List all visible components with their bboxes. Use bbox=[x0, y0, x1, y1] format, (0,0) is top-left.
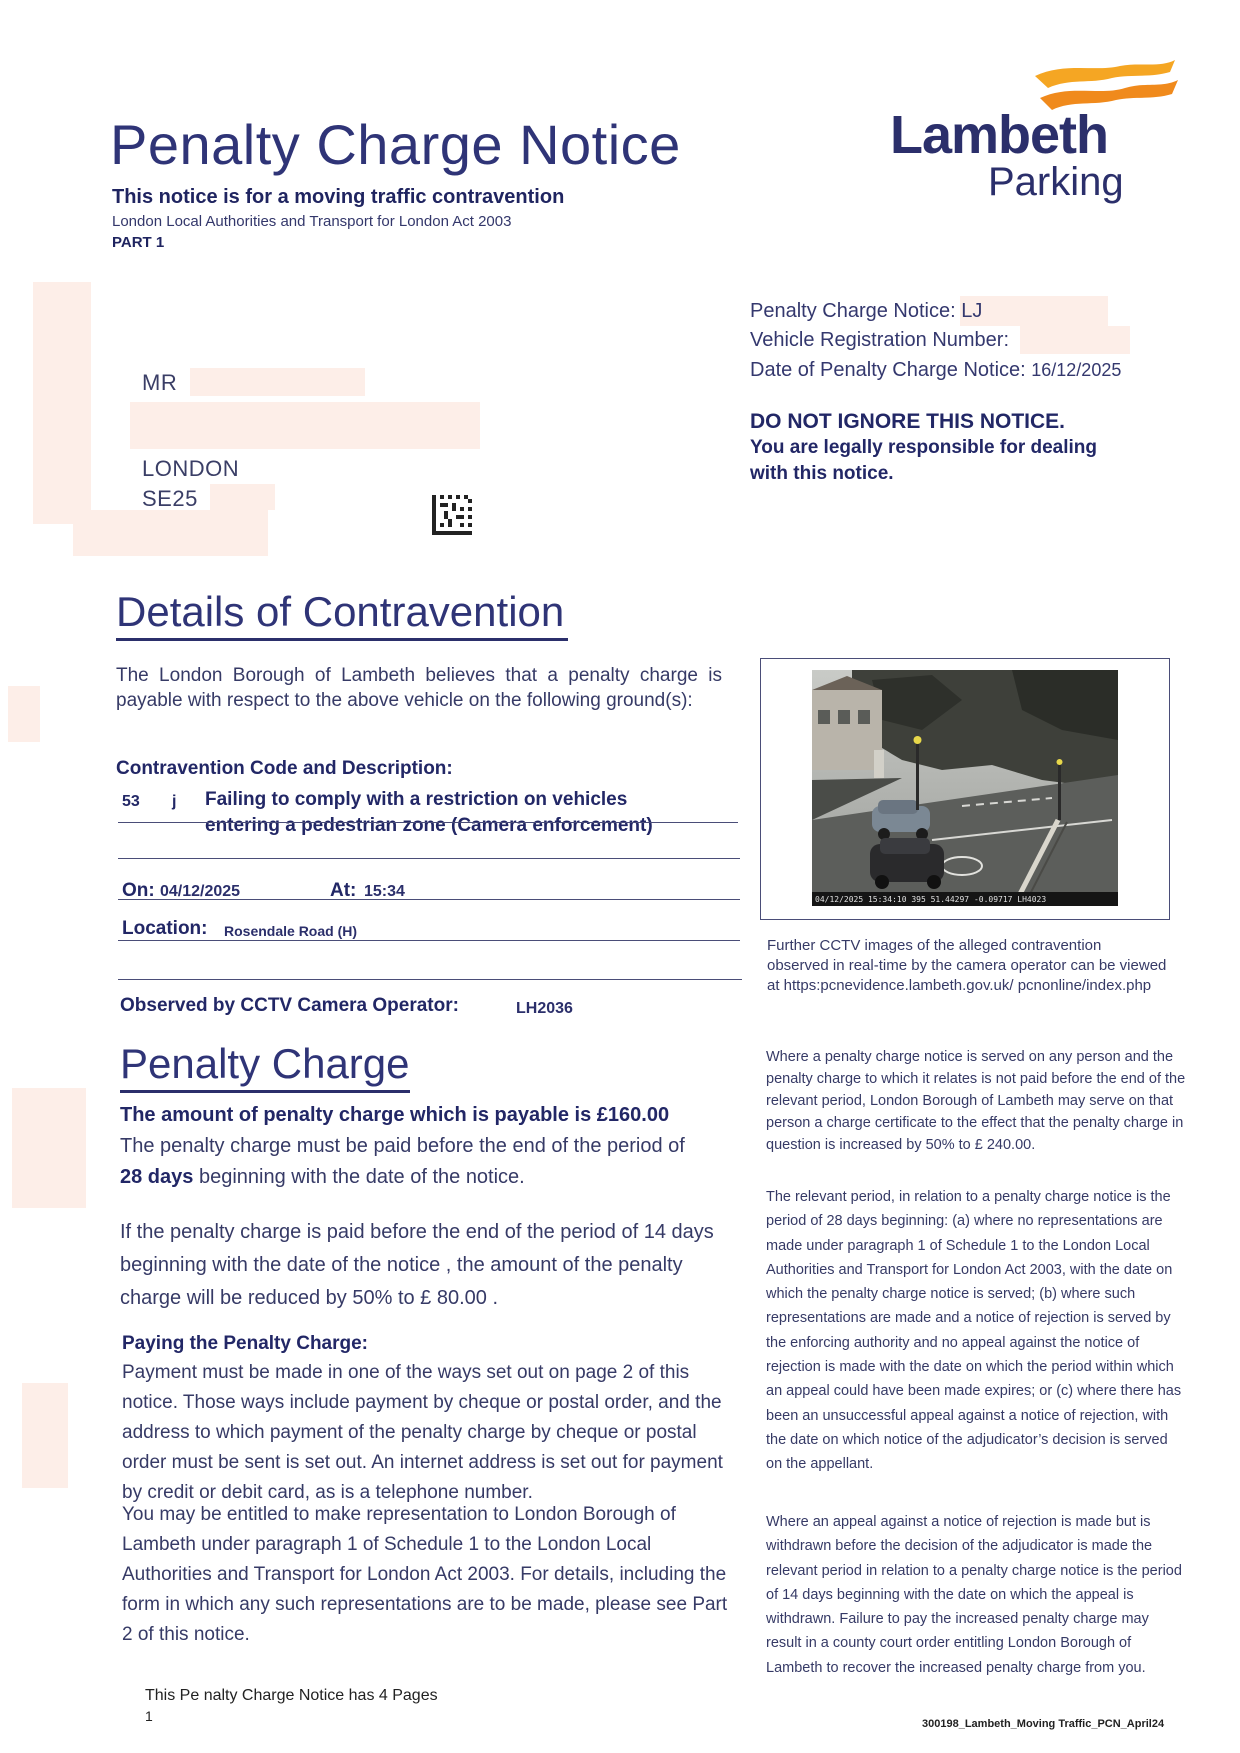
payment-period-text-end: beginning with the date of the notice. bbox=[193, 1166, 525, 1188]
datamatrix-code bbox=[432, 495, 472, 535]
part-label: PART 1 bbox=[112, 234, 165, 251]
redaction-block bbox=[33, 282, 91, 524]
warning-line-2: with this notice. bbox=[750, 463, 894, 484]
observed-label: Observed by CCTV Camera Operator: bbox=[120, 995, 459, 1016]
address-city: LONDON bbox=[142, 456, 240, 481]
vehicle-registration-label: Vehicle Registration Number: bbox=[750, 329, 1010, 351]
contravention-description bbox=[205, 787, 725, 839]
pages-note: This Pe nalty Charge Notice has 4 Pages bbox=[145, 1687, 438, 1704]
logo-name: Lambeth bbox=[890, 105, 1109, 165]
representations-text: You may be entitled to make representation to London Borough of Lambeth under paragraph 1 of Schedule 1 to the London Local Authorities and Transport for London Act 2003. For details, including the form in which any such representations are to be made, please see Part 2 of this notice. bbox=[122, 1504, 728, 1645]
contravention-time: 15:34 bbox=[364, 883, 405, 900]
contravention-code: 53 bbox=[122, 793, 140, 810]
contravention-date: 04/12/2025 bbox=[160, 883, 241, 900]
address-salutation: MR bbox=[142, 370, 178, 395]
cctv-photo bbox=[812, 670, 1118, 906]
divider bbox=[118, 979, 742, 980]
penalty-amount: The amount of penalty charge which is payable is £160.00 bbox=[120, 1104, 670, 1126]
redaction-block bbox=[130, 402, 480, 449]
time-label: At: bbox=[330, 880, 357, 901]
reduction-text: If the penalty charge is paid before the end of the period of 14 days beginning with the date of the notice , the amount of the penalty charge will be reduced by 50% to £ 80.00 . bbox=[120, 1221, 714, 1309]
redaction-block bbox=[1020, 326, 1130, 354]
penalty-heading: Penalty Charge bbox=[120, 1040, 410, 1093]
page-title: Penalty Charge Notice bbox=[110, 113, 681, 176]
form-code: 300198_Lambeth_Moving Traffic_PCN_April24 bbox=[922, 1718, 1165, 1730]
appeal-withdrawn-text: Where an appeal against a notice of rejection is made but is withdrawn before the decision of the adjudicator is made the relevant period in relation to a penalty charge notice is the period of 14 days beginning with the date on which the appeal is withdrawn. Failure to pay the increased penalty charge may result in a county court order entitling London Borough of Lambeth to recover the increased penalty charge from you. bbox=[766, 1514, 1182, 1676]
contravention-suffix: j bbox=[172, 793, 177, 810]
camera-operator-id: LH2036 bbox=[516, 1000, 573, 1017]
charge-certificate-text: Where a penalty charge notice is served on any person and the penalty charge to which it relates is not paid before the end of the relevant period, London Borough of Lambeth may serve on that person a charge certificate to the effect that the penalty charge in question is increased by 50% to £ 240.00. bbox=[766, 1049, 1186, 1153]
warning-line-1: You are legally responsible for dealing bbox=[750, 437, 1098, 458]
contravention-intro: The London Borough of Lambeth believes that a penalty charge is payable with respect to the above vehicle on the following ground(s): bbox=[116, 665, 722, 711]
payment-period-days: 28 days bbox=[120, 1166, 194, 1188]
logo-subtitle: Parking bbox=[988, 160, 1124, 204]
paying-text: Payment must be made in one of the ways set out on page 2 of this notice. Those ways include payment by cheque or postal order, and the address to which payment of the penalty charge by cheque or postal order must be sent is set out. An internet address is set out for payment by credit or debit card, as is a telephone number. bbox=[122, 1362, 723, 1503]
photo-caption: 04/12/2025 15:34:10 395 51.44297 -0.09717 LH4023 bbox=[815, 895, 1047, 904]
divider bbox=[118, 822, 738, 823]
redaction-block bbox=[12, 1088, 86, 1208]
notice-date-value: 16/12/2025 bbox=[1031, 360, 1122, 380]
redaction-block bbox=[190, 368, 365, 396]
act-reference: London Local Authorities and Transport for London Act 2003 bbox=[112, 213, 512, 230]
address-postcode: SE25 bbox=[142, 486, 198, 511]
payment-period-text: The penalty charge must be paid before the end of the period of bbox=[120, 1135, 685, 1157]
contravention-location: Rosendale Road (H) bbox=[224, 923, 358, 939]
divider bbox=[118, 899, 740, 900]
page-number: 1 bbox=[145, 1708, 153, 1724]
warning-heading: DO NOT IGNORE THIS NOTICE. bbox=[750, 410, 1066, 433]
contravention-description-line-2: entering a pedestrian zone (Camera enforcement) bbox=[205, 815, 653, 836]
location-label: Location: bbox=[122, 918, 208, 939]
date-label: On: bbox=[122, 880, 155, 901]
notice-date-label: Date of Penalty Charge Notice: bbox=[750, 359, 1026, 381]
code-label: Contravention Code and Description: bbox=[116, 758, 453, 779]
divider bbox=[118, 858, 740, 859]
redaction-block bbox=[8, 686, 40, 742]
redaction-block bbox=[22, 1383, 68, 1488]
pcn-number-label: Penalty Charge Notice: LJ bbox=[750, 300, 983, 322]
payment-period bbox=[120, 1131, 732, 1193]
divider bbox=[118, 940, 740, 941]
redaction-block bbox=[73, 510, 268, 556]
notice-subtitle: This notice is for a moving traffic contravention bbox=[112, 186, 565, 208]
notice-date bbox=[750, 359, 1121, 382]
contravention-description-line-1: Failing to comply with a restriction on vehicles bbox=[205, 789, 628, 810]
redaction-block bbox=[210, 484, 275, 510]
relevant-period-text: The relevant period, in relation to a penalty charge notice is the period of 28 days beginning: (a) where no representations are made under paragraph 1 of Schedule 1 to the London Local Authorities and Transport for London Act 2003, with the date on which the penalty charge notice is served; (b) where such representations are made and a notice of rejection is served by the enforcing authority and no appeal against the notice of rejection is made with the date on which the period within which an appeal could have been made expires; or (c) where there has been an unsuccessful appeal against a notice of rejection, with the date on which notice of the adjudicator’s decision is served on the appellant. bbox=[766, 1189, 1182, 1473]
details-heading: Details of Contravention bbox=[116, 588, 568, 641]
paying-heading: Paying the Penalty Charge: bbox=[122, 1333, 369, 1354]
cctv-note: Further CCTV images of the alleged contravention observed in real-time by the camera operator can be viewed at https:pcnevidence.lambeth.gov.uk/ pcnonline/index.php bbox=[767, 937, 1167, 994]
